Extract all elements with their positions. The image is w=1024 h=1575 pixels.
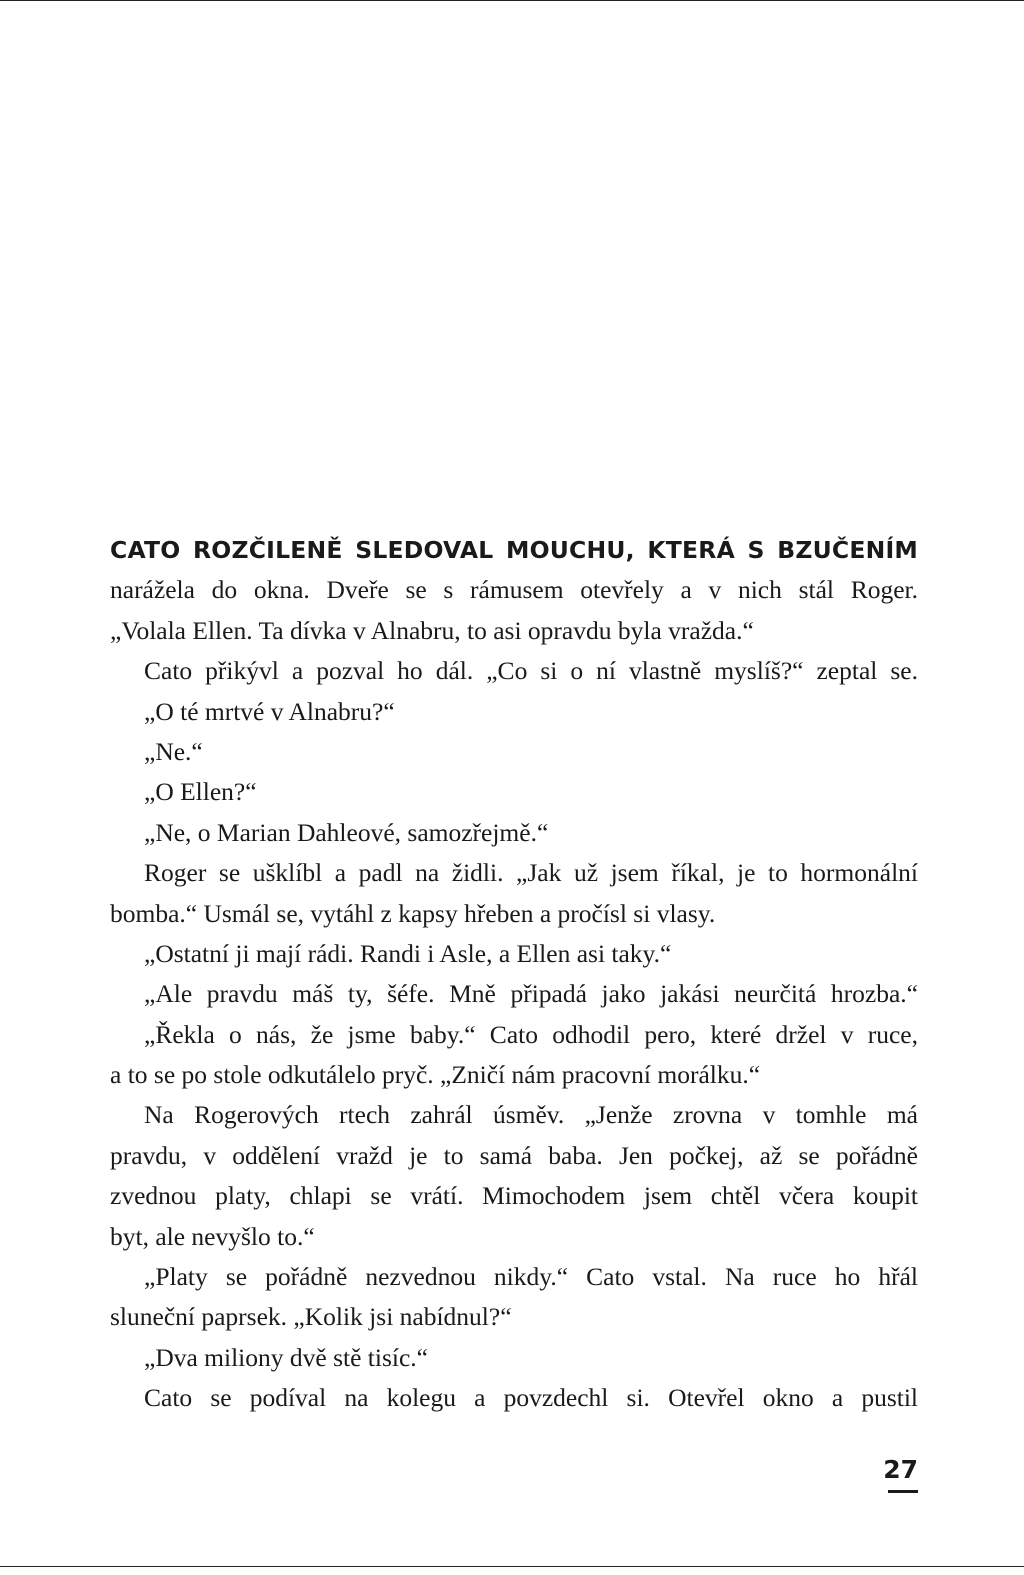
text-line: „Ne.“ — [144, 736, 203, 766]
text-line: bomba.“ Usmál se, vytáhl z kapsy hřeben a pročísl si vlasy. — [110, 898, 716, 928]
text-line: pravdu, v oddělení vražd je to samá baba. Jen počkej, až se pořádně — [110, 1140, 918, 1170]
text-line: a to se po stole odkutálelo pryč. „Zničí nám pracovní morálku.“ — [110, 1060, 761, 1090]
text-line: byt, ale nevyšlo to.“ — [110, 1221, 315, 1251]
text-line: „Platy se pořádně nezvednou nikdy.“ Cato vstal. Na ruce ho hřál — [144, 1262, 918, 1292]
text-line: „Ne, o Marian Dahleové, samozřejmě.“ — [144, 817, 549, 847]
text-line: „Ale pravdu máš ty, šéfe. Mně připadá jako jakási neurčitá hrozba.“ — [144, 979, 918, 1009]
text-line: sluneční paprsek. „Kolik jsi nabídnul?“ — [110, 1302, 512, 1332]
page-number-underline — [888, 1490, 918, 1493]
text-line: „Řekla o nás, že jsme baby.“ Cato odhodil pero, které držel v ruce, — [144, 1019, 918, 1049]
text-line: Na Rogerových rtech zahrál úsměv. „Jenže zrovna v tomhle má — [144, 1100, 918, 1130]
crop-mark-top — [0, 0, 1024, 1]
text-line: Cato se podíval na kolegu a povzdechl si. Otevřel okno a pustil — [144, 1383, 918, 1413]
text-line: „Ostatní ji mají rádi. Randi i Asle, a Ellen asi taky.“ — [144, 938, 672, 968]
opening-line-small-caps: CATO ROZČILENĚ SLEDOVAL MOUCHU, KTERÁ S BZUČENÍM — [110, 536, 918, 564]
crop-mark-bottom — [0, 1566, 1024, 1567]
text-line: „Volala Ellen. Ta dívka v Alnabru, to asi opravdu byla vražda.“ — [110, 615, 754, 645]
text-line: Cato přikývl a pozval ho dál. „Co si o ní vlastně myslíš?“ zeptal se. — [144, 656, 918, 686]
book-page-text — [110, 530, 918, 1419]
page-number: 27 — [883, 1455, 918, 1484]
text-line: narážela do okna. Dveře se s rámusem otevřely a v nich stál Roger. — [110, 575, 918, 605]
text-line: „Dva miliony dvě stě tisíc.“ — [144, 1342, 428, 1372]
text-line: „O Ellen?“ — [144, 777, 257, 807]
text-line: zvednou platy, chlapi se vrátí. Mimochodem jsem chtěl včera koupit — [110, 1181, 918, 1211]
text-line: „O té mrtvé v Alnabru?“ — [144, 696, 395, 726]
text-line: Roger se ušklíbl a padl na židli. „Jak už jsem říkal, je to hormonální — [144, 858, 918, 888]
